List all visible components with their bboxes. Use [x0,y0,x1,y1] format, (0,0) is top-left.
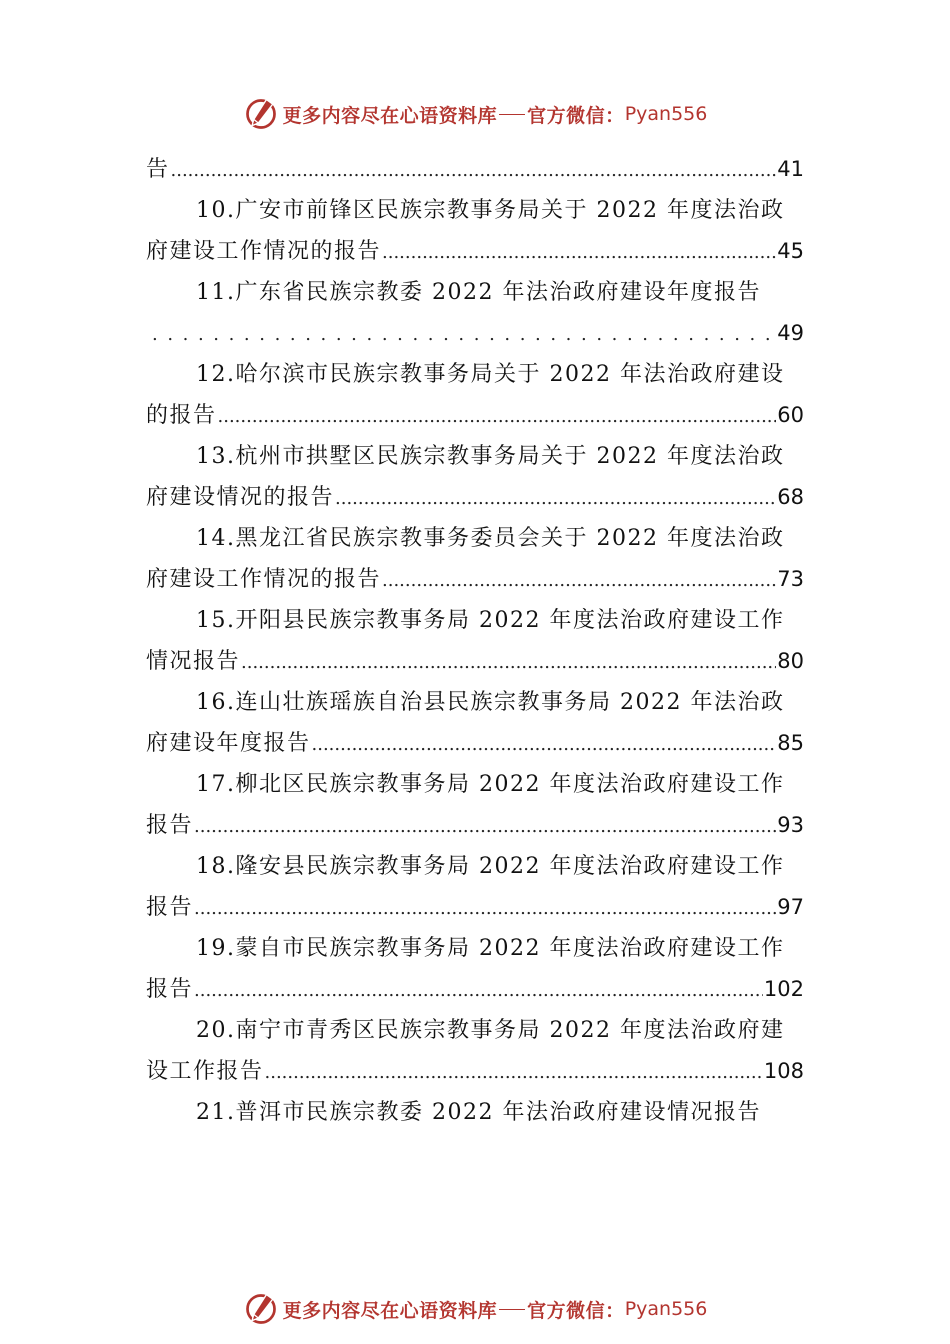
toc-entry-line [146,559,804,600]
toc-entry-line [146,1051,804,1092]
toc-entry-title: 14.黑龙江省民族宗教事务委员会关于 2022 年度法治政 [196,526,785,551]
toc-entry-line [146,600,804,641]
toc-leader-dots [194,888,776,929]
toc-entry-title: 12.哈尔滨市民族宗教事务局关于 2022 年法治政府建设 [196,362,785,387]
toc-entry-line [146,1092,804,1133]
toc-entry-title: 报告 [146,813,194,838]
toc-entry-title: 情况报告 [146,649,241,674]
toc-entry-title: 设工作报告 [146,1059,264,1084]
toc-entry-line [146,354,804,395]
toc-entry-line [146,477,804,518]
toc-entry-title: 19.蒙自市民族宗教事务局 2022 年度法治政府建设工作 [196,936,785,961]
pen-logo-icon [243,96,279,132]
toc-entry-title: 21.普洱市民族宗教委 2022 年法治政府建设情况报告 [196,1100,761,1125]
banner-dash [499,1309,525,1310]
toc-page-number: 85 [777,731,804,755]
toc-leader-dots [312,724,777,765]
toc-entry-title: 13.杭州市拱墅区民族宗教事务局关于 2022 年度法治政 [196,444,785,469]
toc-entry-line [146,436,804,477]
banner-contact-id: Pyan556 [624,1298,708,1320]
toc-entry-line [146,887,804,928]
toc-entry-line [146,846,804,887]
toc-page-number: 49 [777,321,804,345]
toc-entry-title: 的报告 [146,403,217,428]
toc-leader-dots [194,970,763,1011]
toc-page-number: 41 [777,157,804,181]
toc-entry-title: 10.广安市前锋区民族宗教事务局关于 2022 年度法治政 [196,198,785,223]
toc-entry-line [146,313,804,354]
toc-entry-line [146,1010,804,1051]
toc-page-number: 80 [777,649,804,673]
toc-entry-title: 18.隆安县民族宗教事务局 2022 年度法治政府建设工作 [196,854,785,879]
pen-logo-icon [243,1291,279,1327]
toc-page-number: 45 [777,239,804,263]
banner-dash [499,114,525,115]
toc-entry-title: 府建设年度报告 [146,731,311,756]
toc-leader-dots [265,1052,763,1093]
banner-contact-id: Pyan556 [624,103,708,125]
toc-entry-line [146,723,804,764]
toc-leader-dots [171,150,777,191]
banner-contact-label: 官方微信： [527,104,625,127]
toc-entry-title: 府建设情况的报告 [146,485,335,510]
toc-entry-line [146,805,804,846]
table-of-contents [146,149,804,1133]
header-banner [0,94,950,134]
toc-entry-line [146,190,804,231]
toc-page-number: 97 [777,895,804,919]
toc-entry-title: 报告 [146,977,194,1002]
toc-entry-title: 府建设工作情况的报告 [146,567,382,592]
toc-entry-line [146,641,804,682]
toc-entry-line [146,969,804,1010]
toc-leader-dots [218,396,777,437]
toc-entry-line [146,764,804,805]
toc-entry-title: 15.开阳县民族宗教事务局 2022 年度法治政府建设工作 [196,608,785,633]
toc-leader-dots [335,478,776,519]
toc-page-number: 102 [763,977,804,1001]
toc-entry-title: 17.柳北区民族宗教事务局 2022 年度法治政府建设工作 [196,772,785,797]
toc-entry-line [146,149,804,190]
toc-entry-line [146,928,804,969]
toc-page-number: 108 [763,1059,804,1083]
toc-entry-line [146,272,804,313]
toc-entry-title: 20.南宁市青秀区民族宗教事务局 2022 年度法治政府建 [196,1018,785,1043]
toc-leader-dots [382,232,776,273]
banner-text: 更多内容尽在心语资料库 [282,104,498,127]
toc-leader-dots [152,314,776,355]
toc-leader-dots [241,642,776,683]
toc-entry-title: 府建设工作情况的报告 [146,239,382,264]
toc-entry-line [146,518,804,559]
toc-entry-line [146,231,804,272]
toc-leader-dots [382,560,776,601]
toc-entry-title: 报告 [146,895,194,920]
toc-entry-title: 16.连山壮族瑶族自治县民族宗教事务局 2022 年法治政 [196,690,785,715]
toc-entry-line [146,682,804,723]
toc-entry-title: 告 [146,157,170,182]
toc-page-number: 93 [777,813,804,837]
toc-leader-dots [194,806,776,847]
banner-contact-label: 官方微信： [527,1299,625,1322]
banner-text: 更多内容尽在心语资料库 [282,1299,498,1322]
toc-entry-line [146,395,804,436]
toc-page-number: 68 [777,485,804,509]
toc-page-number: 60 [777,403,804,427]
toc-page-number: 73 [777,567,804,591]
footer-banner [0,1289,950,1329]
toc-entry-title: 11.广东省民族宗教委 2022 年法治政府建设年度报告 [196,280,761,305]
